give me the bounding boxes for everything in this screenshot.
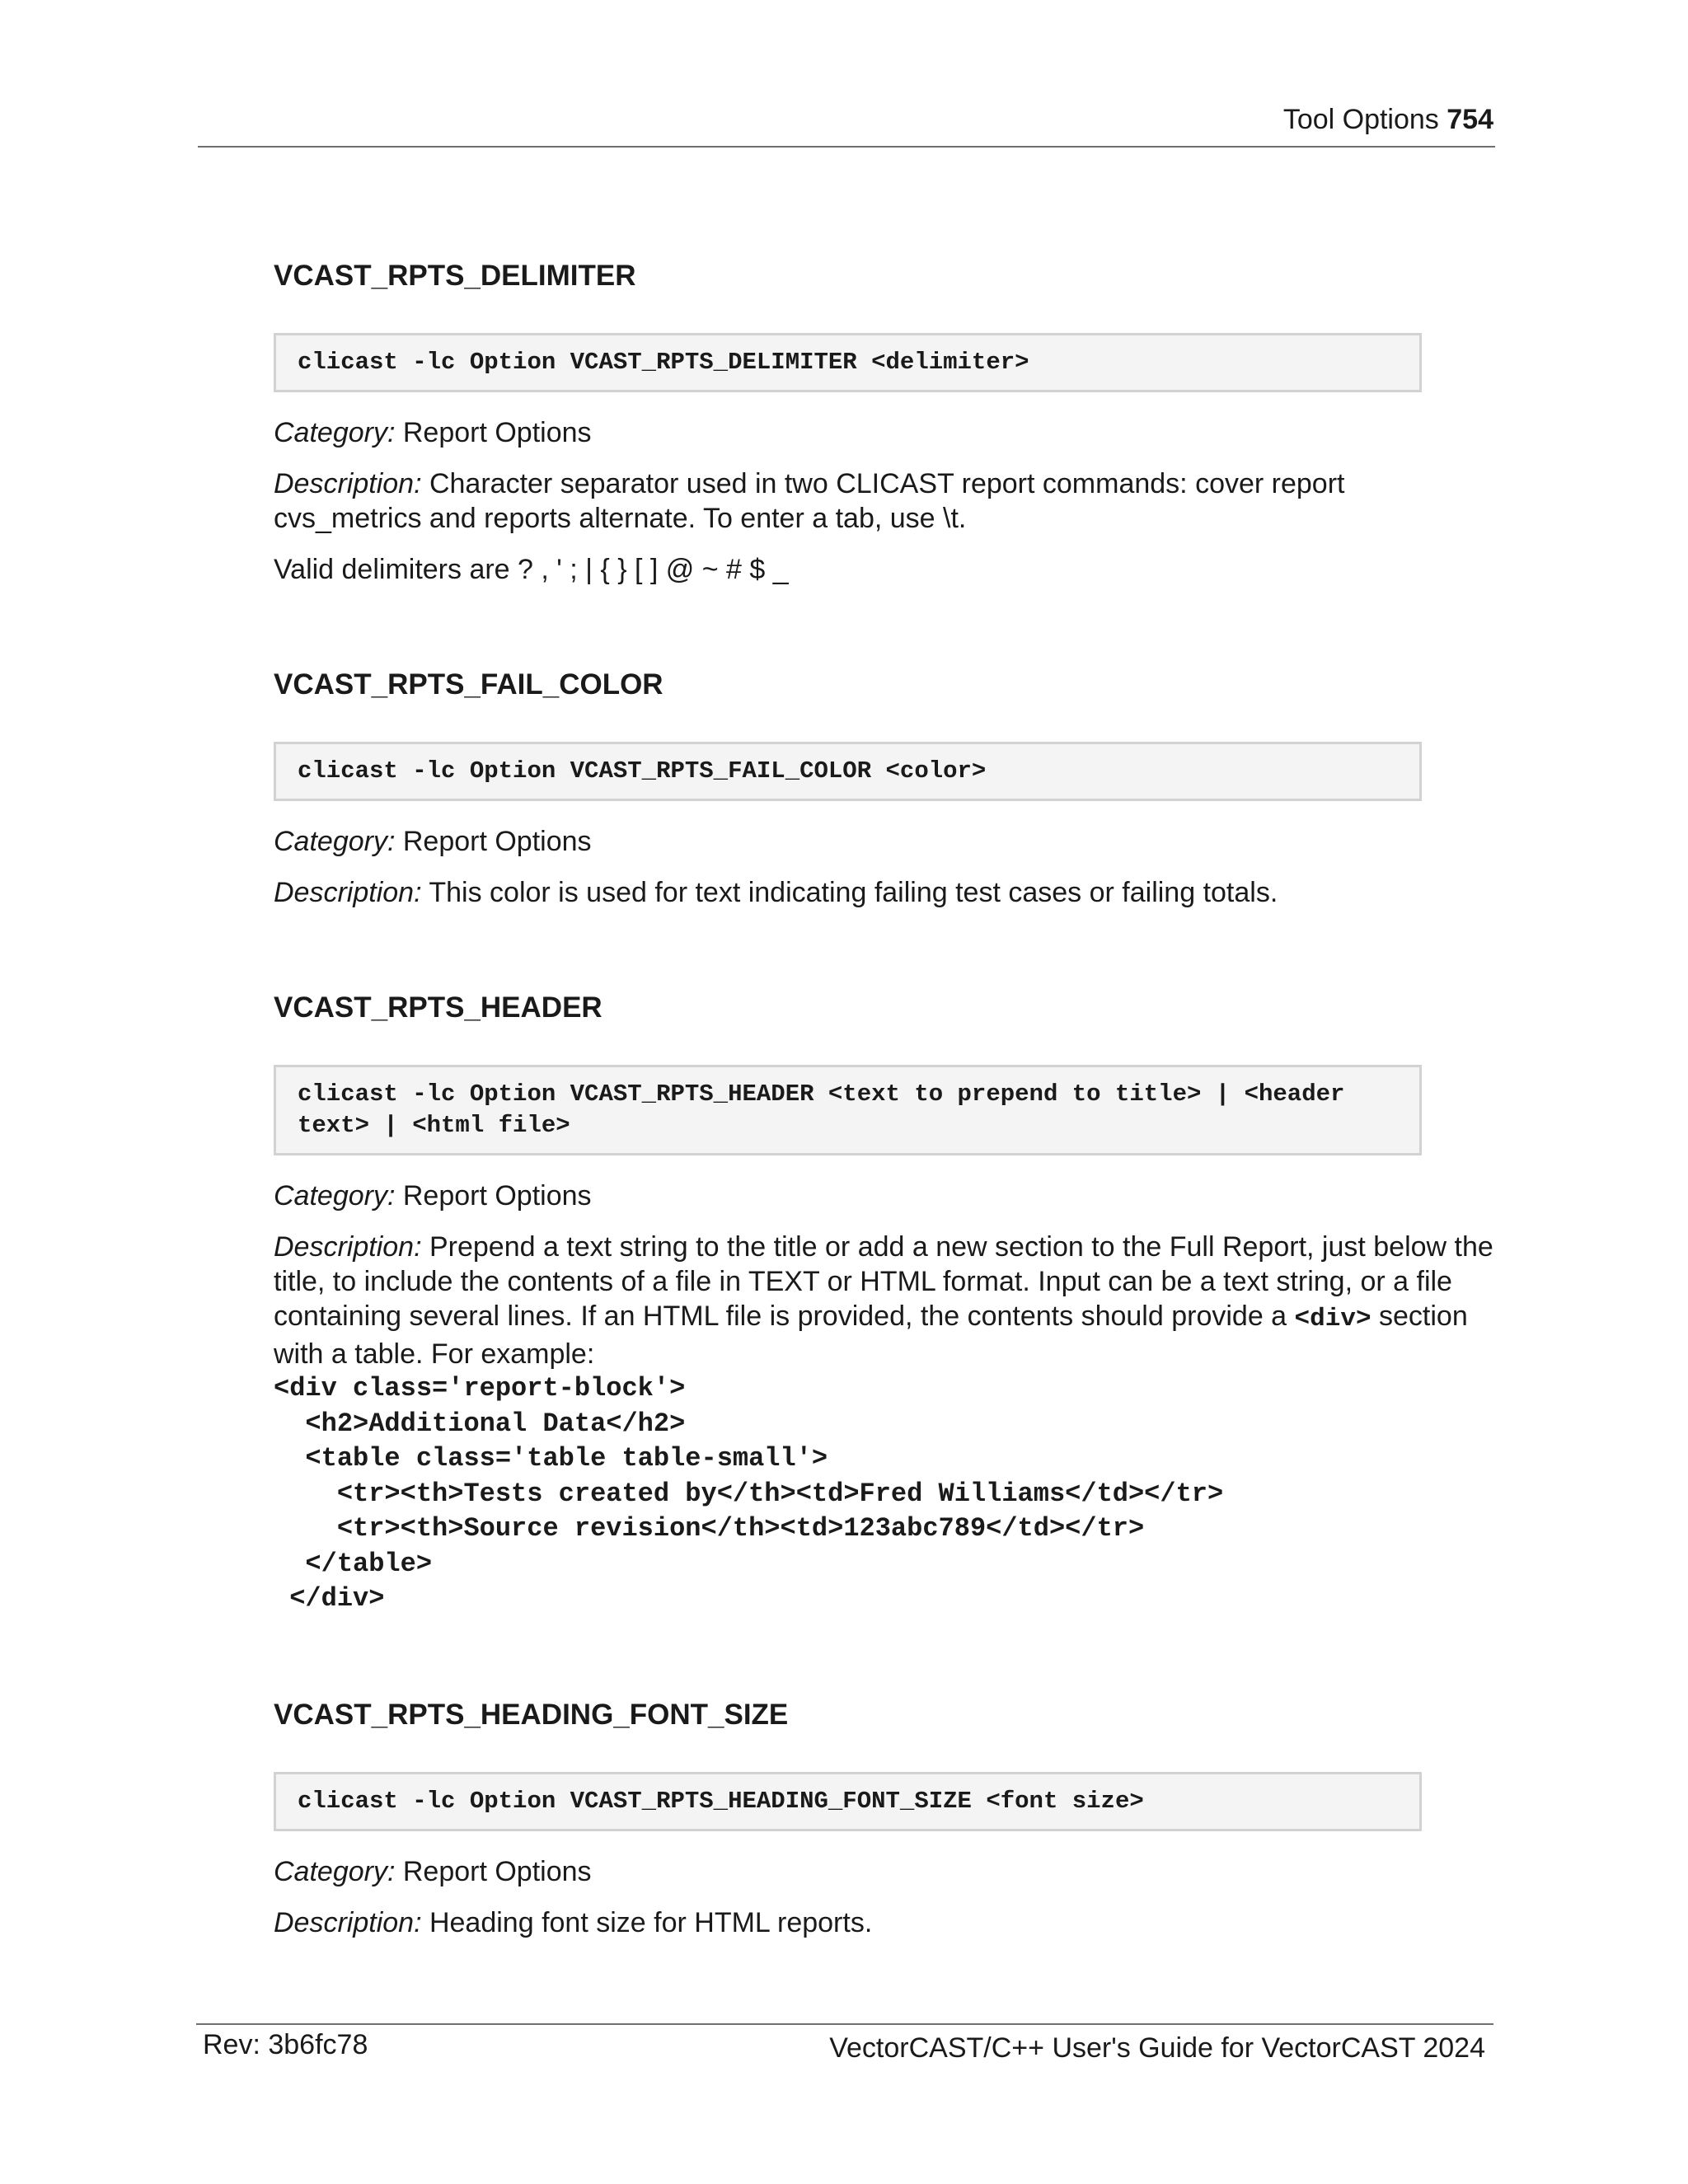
description-label: Description: (274, 1906, 422, 1938)
category-value: Report Options (402, 1180, 592, 1212)
example-code-line: </div> (274, 1583, 385, 1614)
category-label: Category: (274, 417, 396, 448)
category-line (274, 1854, 1493, 1889)
description-text: Prepend a text string to the title or add a new section to the Full Report, just below the title, to include the contents of a file in TEXT or HTML format. Input can be a text string, or a file containing several lines. If an HTML file is provided, the contents should provide a (274, 1231, 1493, 1332)
option-section-rpts-header (274, 987, 1493, 1617)
description-label: Description: (274, 877, 422, 908)
category-value: Report Options (402, 417, 592, 448)
example-code-line: <table class='table table-small'> (274, 1443, 828, 1474)
inline-code-div: <div> (1294, 1305, 1372, 1333)
option-heading: VCAST_RPTS_HEADER (274, 991, 603, 1024)
example-code-line: <h2>Additional Data</h2> (274, 1408, 686, 1439)
category-label: Category: (274, 826, 396, 857)
description-line (274, 875, 1493, 910)
footer-divider (196, 2023, 1493, 2025)
footer-guide-title: VectorCAST/C++ User's Guide for VectorCAST 2024 (829, 2032, 1485, 2064)
command-code-box: clicast -lc Option VCAST_RPTS_FAIL_COLOR <color> (274, 742, 1422, 801)
command-code-box: clicast -lc Option VCAST_RPTS_HEADER <text to prepend to title> | <header text> | <html file> (274, 1065, 1422, 1155)
description-line (274, 466, 1493, 536)
option-section-rpts-delimiter (274, 255, 1493, 587)
description-text: Character separator used in two CLICAST report commands: cover report cvs_metrics and reports alternate. To enter a tab, use \t. (274, 468, 1345, 534)
category-value: Report Options (402, 1855, 592, 1887)
page-number: 754 (1447, 104, 1493, 135)
description-text: This color is used for text indicating failing test cases or failing totals. (429, 877, 1278, 908)
example-code-line: <div class='report-block'> (274, 1373, 686, 1404)
category-label: Category: (274, 1180, 396, 1212)
header-section-title: Tool Options (1282, 104, 1439, 135)
category-line (274, 1179, 1493, 1213)
description-line (274, 1905, 1493, 1940)
html-example-code (274, 1371, 1493, 1617)
footer-revision: Rev: 3b6fc78 (203, 2029, 368, 2060)
description-line (274, 1230, 1493, 1371)
command-code-box: clicast -lc Option VCAST_RPTS_HEADING_FONT_SIZE <font size> (274, 1772, 1422, 1831)
description-text-continued: section with a table. For example: (274, 1301, 1468, 1370)
category-line (274, 824, 1493, 859)
option-heading: VCAST_RPTS_HEADING_FONT_SIZE (274, 1698, 789, 1731)
category-label: Category: (274, 1855, 396, 1887)
page-content (274, 255, 1493, 1940)
description-label: Description: (274, 1231, 422, 1263)
option-section-rpts-heading-font-size (274, 1694, 1493, 1940)
category-value: Report Options (402, 826, 592, 857)
page-header (198, 104, 1493, 136)
example-code-line: <tr><th>Source revision</th><td>123abc789</td></tr> (274, 1513, 1145, 1544)
example-code-line: <tr><th>Tests created by</th><td>Fred Williams</td></tr> (274, 1478, 1224, 1509)
command-code-box: clicast -lc Option VCAST_RPTS_DELIMITER <delimiter> (274, 333, 1422, 392)
example-code-line: </table> (274, 1548, 433, 1579)
category-line (274, 415, 1493, 450)
delimiter-note: Valid delimiters are ? , ' ; | { } [ ] @ ~ # $ _ (274, 554, 789, 585)
option-section-rpts-fail-color (274, 664, 1493, 910)
description-text: Heading font size for HTML reports. (429, 1906, 873, 1938)
option-heading: VCAST_RPTS_DELIMITER (274, 260, 636, 292)
header-divider (198, 146, 1495, 148)
description-label: Description: (274, 468, 422, 499)
option-heading: VCAST_RPTS_FAIL_COLOR (274, 668, 663, 701)
